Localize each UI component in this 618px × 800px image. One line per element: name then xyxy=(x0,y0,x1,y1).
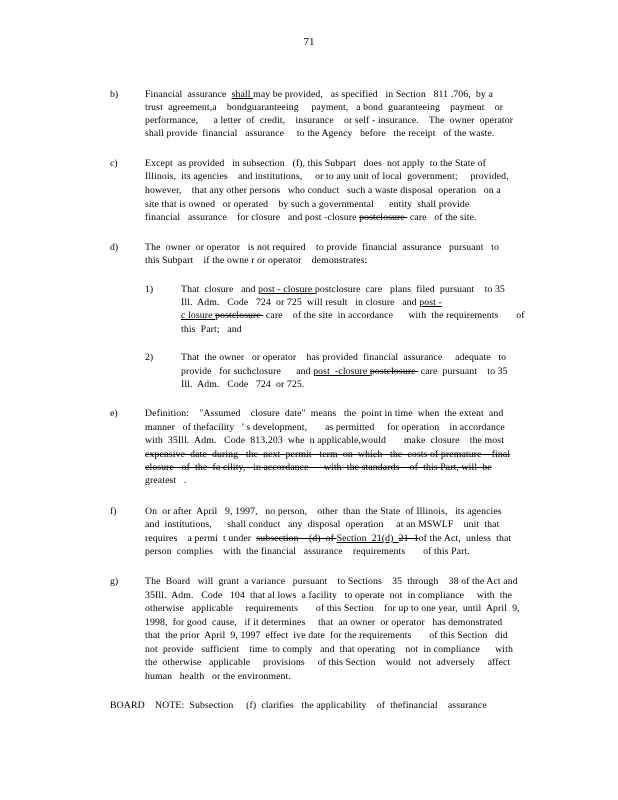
section-e-line-1: Definition: "Assumed closure date" means the point in time when the extent and xyxy=(145,408,504,419)
section-g-line-7: the otherwise applicable provisions of this Section would not adversely affect xyxy=(145,657,511,668)
section-c-line-3: however, that any other persons who conduct such a waste disposal operation on a xyxy=(145,185,501,196)
item-1-line-1: That closure and post - closure postclosure care plans filed pursuant to 35 xyxy=(181,284,505,295)
section-f-line-3: requires a permi t under subsection (d) of Section 21(d) 21 1of the Act, unless that xyxy=(145,533,512,544)
section-g-line-4: 1998, for good cause, if it determines that an owner or operator has demonstrated xyxy=(145,617,503,628)
section-b-line-4: shall provide financial assurance to the Agency before the receipt of the waste. xyxy=(145,128,495,139)
section-c-line-4: site that is owned or operated by such a governmental entity shall provide xyxy=(145,199,470,210)
section-b-label: b) xyxy=(110,89,119,100)
section-c-label: c) xyxy=(110,158,118,169)
section-g-line-5: that the prior April 9, 1997 effect ive date for the requirements of this Section did xyxy=(145,630,508,641)
section-c-line-1: Except as provided in subsection (f), this Subpart does not apply to the State of xyxy=(145,158,486,169)
section-e-line-2: manner of thefacility ' s development, as permitted for operation in accordance xyxy=(145,422,505,433)
item-1-line-4: this Part; and xyxy=(181,324,242,335)
section-d-line-1: The owner or operator is not required to provide financial assurance pursuant to xyxy=(145,242,499,253)
item-1-line-3: c losure postclosure care of the site in accordance with the requirements of xyxy=(181,310,525,321)
section-f-label: f) xyxy=(110,506,117,517)
section-e-line-3: with 35Ill. Adm. Code 813.203 whe n applicable,would make closure the most xyxy=(145,435,505,446)
section-b-line-3: performance, a letter of credit, insurance or self - insurance. The owner operator xyxy=(145,115,514,126)
item-2-line-2: provide for suchclosure and post -closure postclosure care pursuant to 35 xyxy=(181,366,508,377)
section-g-line-2: 35Ill. Adm. Code 104 that al lows a facility to operate not in compliance with the xyxy=(145,590,513,601)
section-e-label: e) xyxy=(110,408,118,419)
section-f-line-2: and institutions, shall conduct any disposal operation at an MSWLF unit that xyxy=(145,519,500,530)
section-e-line-4: expensive date during the next permit term on which the costs of premature final xyxy=(145,449,511,460)
item-2-label: 2) xyxy=(145,352,154,363)
section-b-line-1: Financial assurance shall may be provided, as specified in Section 811 .706, by a xyxy=(145,89,493,100)
section-g-line-1: The Board will grant a variance pursuant to Sections 35 through 38 of the Act and xyxy=(145,576,518,587)
section-d-line-2: this Subpart if the owne r or operator demonstrates: xyxy=(145,255,368,266)
section-f-line-1: On or after April 9, 1997, no person, other than the State of Illinois, its agencies xyxy=(145,506,502,517)
section-c-line-5: financial assurance for closure and post -closure postclosure care of the site. xyxy=(145,212,477,223)
section-g-line-3: otherwise applicable requirements of this Section for up to one year, until April 9, xyxy=(145,603,520,614)
section-e-line-5: closure of the fa cility, in accordance with the standards of this Part, will be xyxy=(145,462,492,473)
item-2-line-3: Ill. Adm. Code 724 or 725. xyxy=(181,379,305,390)
item-1-label: 1) xyxy=(145,284,154,295)
item-2-line-1: That the owner or operator has provided financial assurance adequate to xyxy=(181,352,507,363)
section-d-label: d) xyxy=(110,242,119,253)
section-g-line-6: not provide sufficient time to comply and that operating not in compliance with xyxy=(145,644,513,655)
page-number: 71 xyxy=(303,36,315,48)
item-1-line-2: Ill. Adm. Code 724 or 725 will result in closure and post - xyxy=(181,297,442,308)
section-b-line-2: trust agreement,a bondguaranteeing payment, a bond guaranteeing payment or xyxy=(145,102,504,113)
section-c-line-2: Illinois, its agencies and institutions, or to any unit of local government; provided, xyxy=(145,171,509,182)
section-e-line-6: greatest . xyxy=(145,475,187,486)
board-note: BOARD NOTE: Subsection (f) clarifies the applicability of thefinancial assurance xyxy=(110,700,487,711)
section-g-line-8: human health or the environment. xyxy=(145,671,291,682)
section-f-line-4: person complies with the financial assurance requirements of this Part. xyxy=(145,546,470,557)
section-g-label: g) xyxy=(110,576,119,587)
